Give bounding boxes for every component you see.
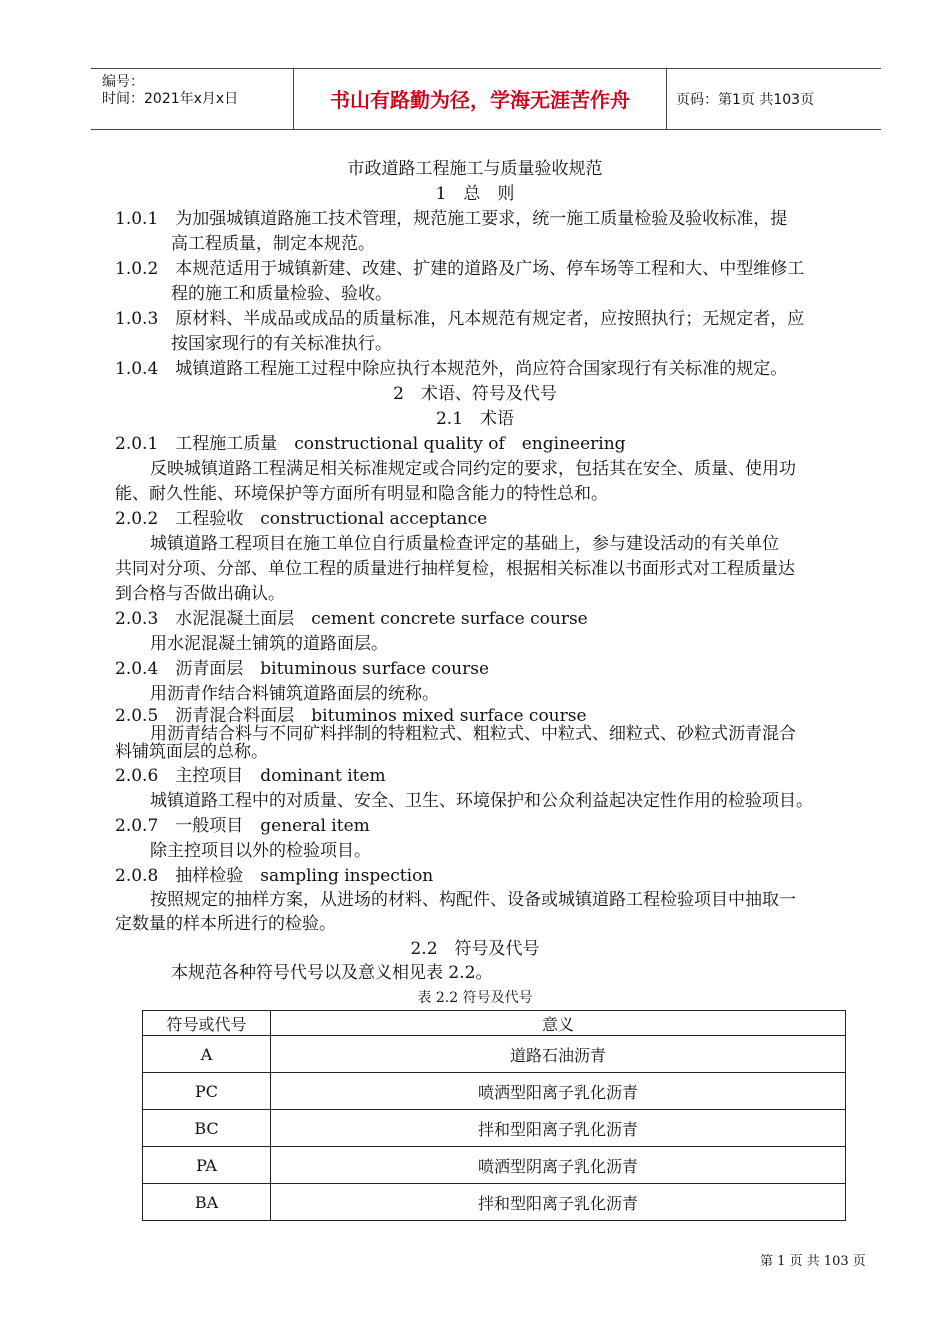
table-row (143, 1147, 846, 1184)
table-row (143, 1036, 846, 1073)
chapter-2-heading: 2 术语、符号及代号 (393, 384, 557, 404)
clause-1-0-3-cont: 按国家现行的有关标准执行。 (171, 334, 392, 354)
header-page-cell (666, 69, 881, 129)
term-2-0-8: 2.0.8 抽样检验 sampling inspection (115, 866, 434, 886)
term-2-0-1-def-cont: 能、耐久性能、环境保护等方面所有明显和隐含能力的特性总和。 (115, 484, 608, 504)
term-2-0-2-def-cont: 共同对分项、分部、单位工程的质量进行抽样复检，根据相关标准以书面形式对工程质量达 (115, 559, 795, 579)
term-2-0-5-def-cont: 料铺筑面层的总称。 (115, 742, 268, 762)
table-header-meaning: 意义 (271, 1011, 846, 1036)
table-cell-symbol: BC (143, 1110, 271, 1147)
symbols-table (142, 1010, 846, 1221)
term-2-0-3-def: 用水泥混凝土铺筑的道路面层。 (150, 634, 388, 654)
term-2-0-2-def: 城镇道路工程项目在施工单位自行质量检查评定的基础上，参与建设活动的有关单位 (150, 534, 779, 554)
section-2-1-heading: 2.1 术语 (435, 409, 515, 429)
time-label: 时间：2021年x月x日 (102, 91, 239, 107)
term-2-0-2: 2.0.2 工程验收 constructional acceptance (115, 509, 488, 529)
serial-label: 编号： (102, 74, 144, 90)
doc-title: 市政道路工程施工与质量验收规范 (347, 159, 603, 179)
table-cell-symbol: PA (143, 1147, 271, 1184)
clause-1-0-3: 1.0.3 原材料、半成品或成品的质量标准，凡本规范有规定者，应按照执行；无规定者，应 (115, 309, 805, 329)
clause-1-0-4: 1.0.4 城镇道路工程施工过程中除应执行本规范外，尚应符合国家现行有关标准的规定。 (115, 359, 788, 379)
term-2-0-7: 2.0.7 一般项目 general item (115, 816, 370, 836)
clause-1-0-1-cont: 高工程质量，制定本规范。 (171, 234, 375, 254)
term-2-0-2-def-cont2: 到合格与否做出确认。 (115, 584, 285, 604)
term-2-0-8-def: 按照规定的抽样方案，从进场的材料、构配件、设备或城镇道路工程检验项目中抽取一 (150, 890, 796, 910)
table-cell-meaning: 喷洒型阳离子乳化沥青 (271, 1073, 846, 1110)
term-2-0-3: 2.0.3 水泥混凝土面层 cement concrete surface course (115, 609, 588, 629)
term-2-0-8-def-cont: 定数量的样本所进行的检验。 (115, 914, 336, 934)
term-2-0-5-def: 用沥青结合料与不同矿料拌制的特粗粒式、粗粒式、中粒式、细粒式、砂粒式沥青混合 (150, 724, 796, 744)
chapter-1-heading: 1 总 则 (435, 184, 515, 204)
table-caption: 表 2.2 符号及代号 (417, 990, 533, 1006)
table-row (143, 1184, 846, 1221)
clause-1-0-1: 1.0.1 为加强城镇道路施工技术管理，规范施工要求，统一施工质量检验及验收标准，提 (115, 209, 788, 229)
term-2-0-6-def: 城镇道路工程中的对质量、安全、卫生、环境保护和公众利益起决定性作用的检验项目。 (150, 791, 813, 811)
page-footer: 第 1 页 共 103 页 (760, 1254, 866, 1269)
header-motto-cell (293, 69, 667, 129)
table-cell-symbol: PC (143, 1073, 271, 1110)
clause-1-0-2-cont: 程的施工和质量检验、验收。 (171, 284, 392, 304)
term-2-0-7-def: 除主控项目以外的检验项目。 (150, 841, 371, 861)
motto: 书山有路勤为径，学海无涯苦作舟 (330, 88, 630, 112)
header-page-label: 页码：第1页 共103页 (676, 92, 815, 108)
table-cell-meaning: 拌和型阳离子乳化沥青 (271, 1184, 846, 1221)
table-header-row (143, 1011, 846, 1036)
table-cell-meaning: 拌和型阳离子乳化沥青 (271, 1110, 846, 1147)
table-header-symbol: 符号或代号 (143, 1011, 271, 1036)
term-2-0-4-def: 用沥青作结合料铺筑道路面层的统称。 (150, 684, 439, 704)
table-cell-symbol: A (143, 1036, 271, 1073)
table-cell-symbol: BA (143, 1184, 271, 1221)
term-2-0-5: 2.0.5 沥青混合料面层 bituminos mixed surface course (115, 706, 587, 726)
term-2-0-6: 2.0.6 主控项目 dominant item (115, 766, 386, 786)
clause-1-0-2: 1.0.2 本规范适用于城镇新建、改建、扩建的道路及广场、停车场等工程和大、中型维修工 (115, 259, 805, 279)
section-2-2-heading: 2.2 符号及代号 (410, 939, 540, 959)
section-2-2-intro: 本规范各种符号代号以及意义相见表 2.2。 (171, 963, 493, 983)
term-2-0-1-def: 反映城镇道路工程满足相关标准规定或合同约定的要求，包括其在安全、质量、使用功 (150, 459, 796, 479)
term-2-0-1: 2.0.1 工程施工质量 constructional quality of engineering (115, 434, 626, 454)
page-header (91, 68, 881, 130)
table-row (143, 1073, 846, 1110)
table-cell-meaning: 道路石油沥青 (271, 1036, 846, 1073)
term-2-0-4: 2.0.4 沥青面层 bituminous surface course (115, 659, 489, 679)
table-row (143, 1110, 846, 1147)
header-meta (91, 69, 293, 129)
table-cell-meaning: 喷洒型阴离子乳化沥青 (271, 1147, 846, 1184)
